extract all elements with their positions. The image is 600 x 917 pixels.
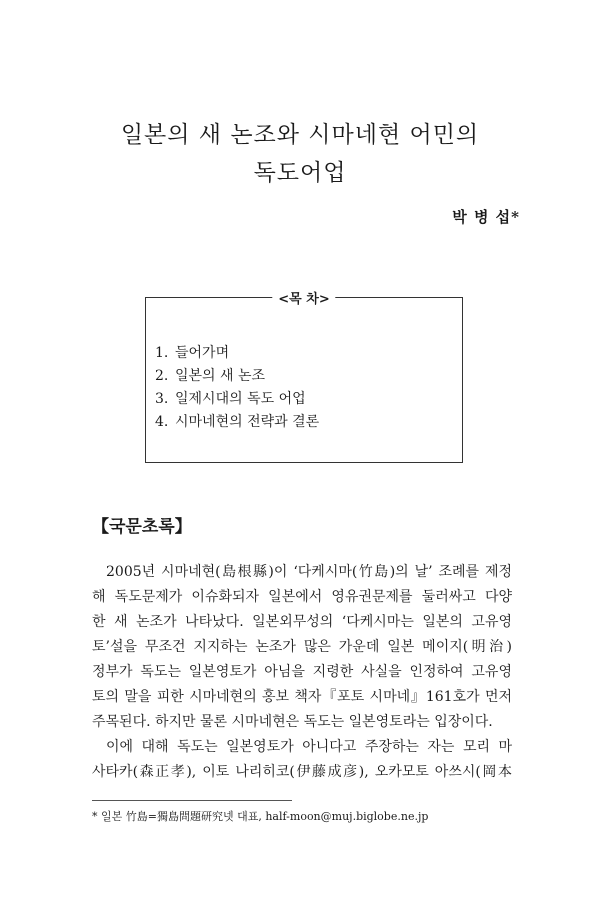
toc-item-number: 4.: [155, 414, 169, 430]
author-name: 박 병 섭*: [452, 208, 520, 226]
abstract-line: 정부가 독도는 일본영토가 아님을 지령한 사실을 인정하여 고유영: [92, 664, 512, 680]
abstract-line: 해 독도문제가 이슈화되자 일본에서 영유권문제를 둘러싸고 다양: [92, 589, 512, 605]
paper-title-line-2: 독도어업: [253, 160, 347, 186]
abstract-line: 토의 말을 피한 시마네현의 홍보 책자『포토 시마네』161호가 먼저: [92, 689, 512, 705]
table-of-contents: [145, 292, 463, 463]
toc-item: [155, 342, 319, 365]
abstract-line: 한 새 논조가 나타났다. 일본외무성의 ‘다케시마는 일본의 고유영: [92, 614, 512, 630]
abstract-line: 이에 대해 독도는 일본영토가 아니다고 주장하는 자는 모리 마: [106, 739, 512, 755]
toc-item-number: 3.: [155, 391, 169, 407]
toc-item-label: 시마네현의 전략과 결론: [175, 414, 320, 430]
footnote: * 일본 竹島=獨島問題研究넷 대표, half-moon@muj.biglobe.ne.jp: [92, 810, 429, 823]
abstract-heading: 【국문초록】: [92, 517, 192, 537]
toc-item: [155, 388, 319, 411]
paper-title: [0, 116, 600, 192]
paper-title-line-1: 일본의 새 논조와 시마네현 어민의: [120, 122, 480, 148]
toc-heading: <목 차>: [272, 288, 335, 307]
abstract-line: 사타카(森正孝), 이토 나리히코(伊藤成彦), 오카모토 아쓰시(岡本: [92, 764, 512, 780]
toc-item: [155, 365, 319, 388]
toc-item-label: 일본의 새 논조: [175, 368, 266, 384]
toc-list: [155, 342, 319, 434]
footnote-divider: [92, 800, 292, 801]
abstract-line: 토’설을 무조건 지지하는 논조가 많은 가운데 일본 메이지(明治): [92, 639, 512, 655]
abstract-body: [92, 560, 512, 785]
toc-item-number: 1.: [155, 345, 169, 361]
toc-item-number: 2.: [155, 368, 169, 384]
toc-item-label: 들어가며: [175, 345, 230, 361]
toc-item: [155, 411, 319, 434]
abstract-line: 2005년 시마네현(島根縣)이 ‘다케시마(竹島)의 날’ 조례를 제정: [106, 564, 512, 580]
abstract-line: 주목된다. 하지만 물론 시마네현은 독도는 일본영토라는 입장이다.: [92, 714, 493, 730]
toc-item-label: 일제시대의 독도 어업: [175, 391, 306, 407]
